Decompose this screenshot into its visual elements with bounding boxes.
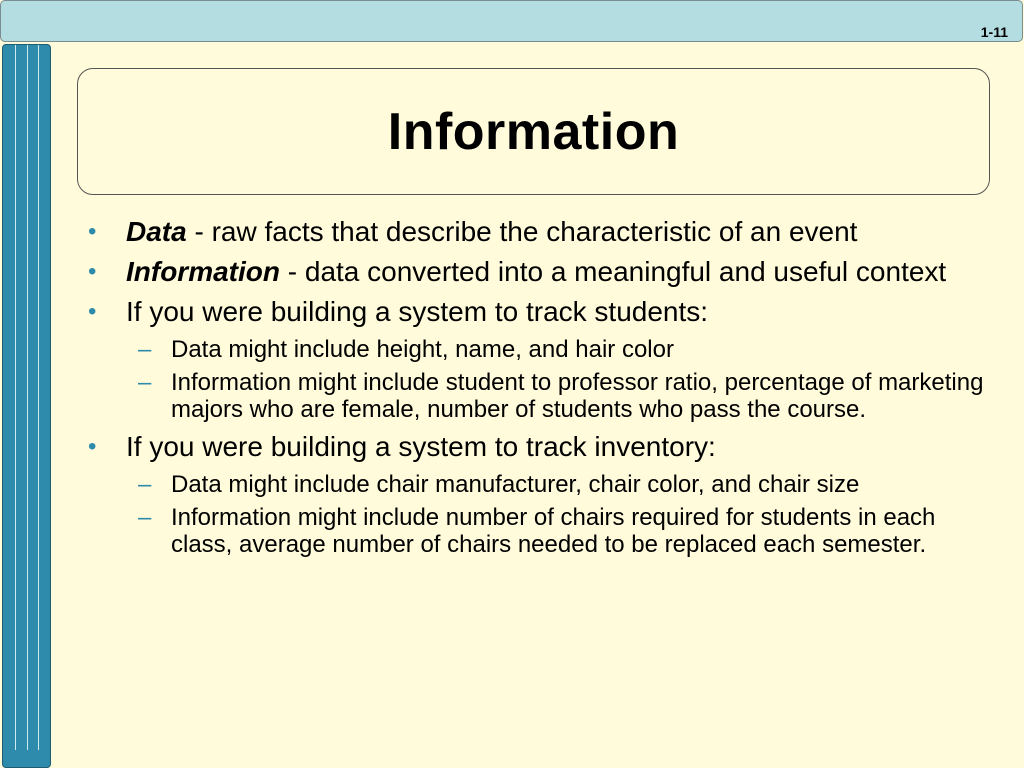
sub-bullet-item [84, 504, 984, 558]
sub-bullet-text: Data might include chair manufacturer, chair color, and chair size [171, 471, 860, 498]
bullet-item [84, 431, 984, 463]
sub-bullet-text: Information might include number of chairs required for students in each class, average number of chairs needed to be replaced each semester. [171, 504, 936, 558]
left-decorative-bar [2, 44, 51, 768]
bullet-text: - data converted into a meaningful and useful context [280, 256, 947, 287]
top-decorative-bar [0, 0, 1023, 42]
slide-title: Information [387, 102, 680, 161]
sub-bullet-item [84, 471, 984, 498]
bullet-item [84, 296, 984, 328]
bullet-term: Information [126, 256, 280, 287]
dash-icon: – [138, 504, 152, 531]
bullet-dot-icon: • [88, 258, 97, 285]
content-area [84, 216, 984, 566]
bullet-dot-icon: • [88, 218, 97, 245]
sub-bullet-item [84, 336, 984, 363]
dash-icon: – [138, 336, 152, 363]
sub-bullet-item [84, 369, 984, 423]
bullet-item [84, 256, 984, 288]
sub-bullet-text: Data might include height, name, and hair color [171, 336, 674, 363]
sub-bullet-text: Information might include student to professor ratio, percentage of marketing majors who are female, number of students who pass the course. [171, 369, 984, 423]
title-box [77, 68, 990, 195]
bullet-item [84, 216, 984, 248]
left-bar-stripe [27, 45, 28, 750]
bullet-dot-icon: • [88, 433, 97, 460]
left-bar-stripe [38, 45, 39, 750]
left-bar-stripe [15, 45, 16, 750]
sub-list [84, 336, 984, 423]
bullet-text: If you were building a system to track inventory: [126, 431, 716, 462]
bullet-dot-icon: • [88, 298, 97, 325]
dash-icon: – [138, 471, 152, 498]
bullet-term: Data [126, 216, 187, 247]
slide-number: 1-11 [980, 24, 1008, 40]
bullet-text: If you were building a system to track students: [126, 296, 709, 327]
sub-list [84, 471, 984, 558]
dash-icon: – [138, 369, 152, 396]
bullet-text: - raw facts that describe the characteristic of an event [186, 216, 858, 247]
